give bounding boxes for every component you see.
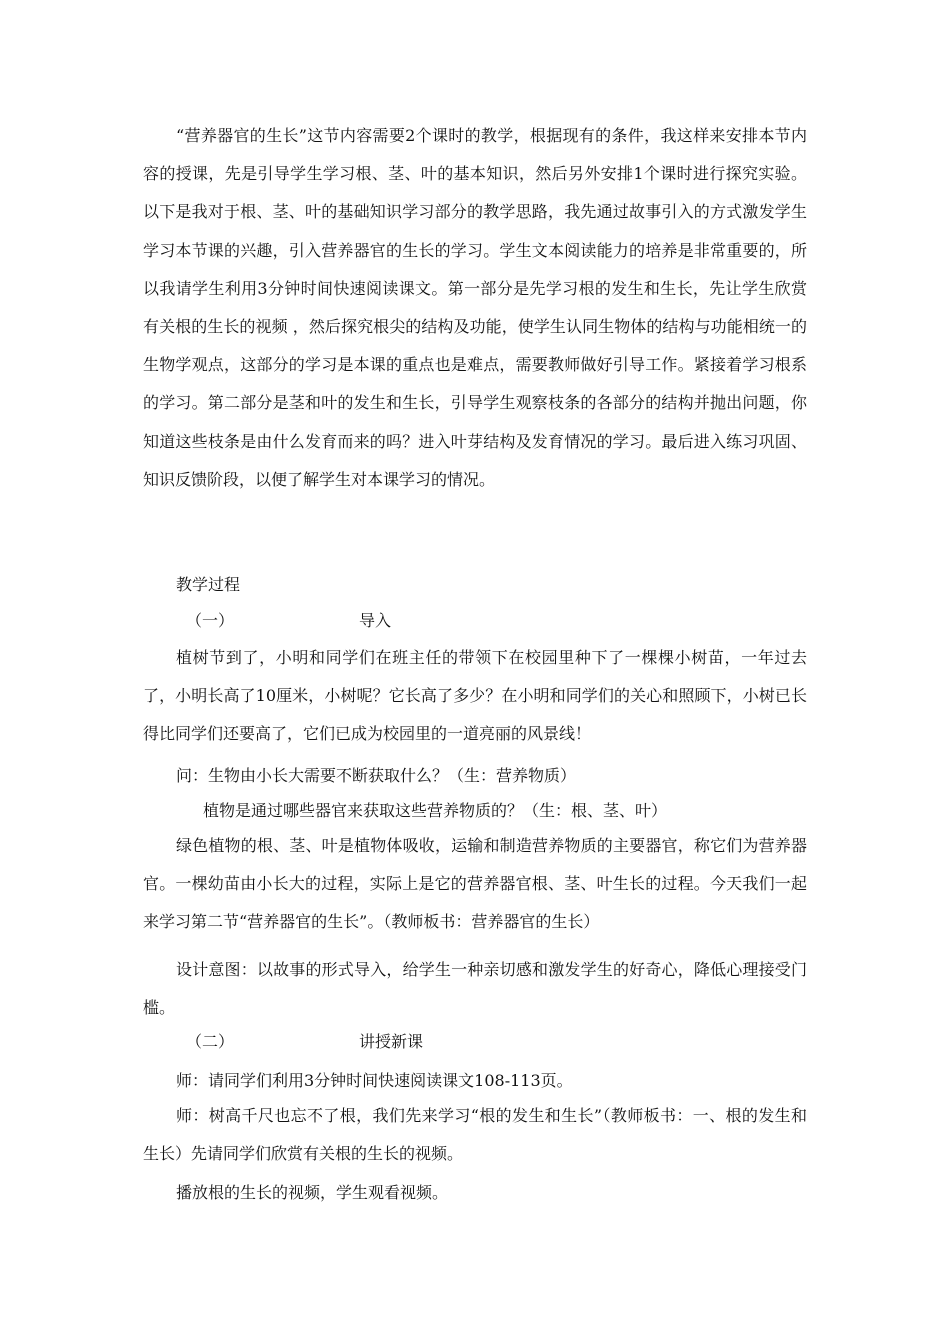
design-intent-paragraph: 设计意图：以故事的形式导入，给学生一种亲切感和激发学生的好奇心，降低心理接受门槛。 <box>143 960 807 1018</box>
video-line: 播放根的生长的视频，学生观看视频。 <box>176 1183 449 1202</box>
organs-paragraph: 绿色植物的根、茎、叶是植物体吸收，运输和制造营养物质的主要器官，称它们为营养器官。一棵幼苗由小长大的过程，实际上是它的营养器官根、茎、叶生长的过程。今天我们一起来学习第二节“营养器官的生长”。（教师板书：营养器官的生长） <box>143 836 807 932</box>
section-1-number: （一） <box>186 611 235 630</box>
story-paragraph: 植树节到了，小明和同学们在班主任的带领下在校园里种下了一棵棵小树苗，一年过去了，小明长高了10厘米，小树呢？它长高了多少？在小明和同学们的关心和照顾下，小树已长得比同学们还要高了，它们已成为校园里的一道亮丽的风景线！ <box>143 648 807 744</box>
question-line-2: 植物是通过哪些器官来获取这些营养物质的？（生：根、茎、叶） <box>203 801 668 820</box>
teacher-line-1: 师：请同学们利用3分钟时间快速阅读课文108-113页。 <box>176 1071 573 1090</box>
intro-paragraph: “营养器官的生长”这节内容需要2个课时的教学，根据现有的条件，我这样来安排本节内容的授课，先是引导学生学习根、茎、叶的基本知识，然后另外安排1个课时进行探究实验。以下是我对于根、茎、叶的基础知识学习部分的教学思路，我先通过故事引入的方式激发学生学习本节课的兴趣，引入营养器官的生长的学习。学生文本阅读能力的培养是非常重要的，所以我请学生利用3分钟时间快速阅读课文。第一部分是先学习根的发生和生长，先让学生欣赏有关根的生长的视频 ，然后探究根尖的结构及功能，使学生认同生物体的结构与功能相统一的生物学观点，这部分的学习是本课的重点也是难点，需要教师做好引导工作。紧接着学习根系的学习。第二部分是茎和叶的发生和生长，引导学生观察枝条的各部分的结构并抛出问题，你知道这些枝条是由什么发育而来的吗？进入叶芽结构及发育情况的学习。最后进入练习巩固、知识反馈阶段，以便了解学生对本课学习的情况。 <box>143 126 807 489</box>
teaching-process-heading: 教学过程 <box>176 575 241 594</box>
question-line-1: 问：生物由小长大需要不断获取什么？（生：营养物质） <box>176 766 577 785</box>
teacher-paragraph-2: 师：树高千尺也忘不了根，我们先来学习“根的发生和生长”（教师板书：一、根的发生和生长）先请同学们欣赏有关根的生长的视频。 <box>143 1106 807 1164</box>
section-2-number: （二） <box>186 1032 235 1051</box>
section-1-title: 导入 <box>359 611 392 630</box>
section-2-title: 讲授新课 <box>359 1032 424 1051</box>
